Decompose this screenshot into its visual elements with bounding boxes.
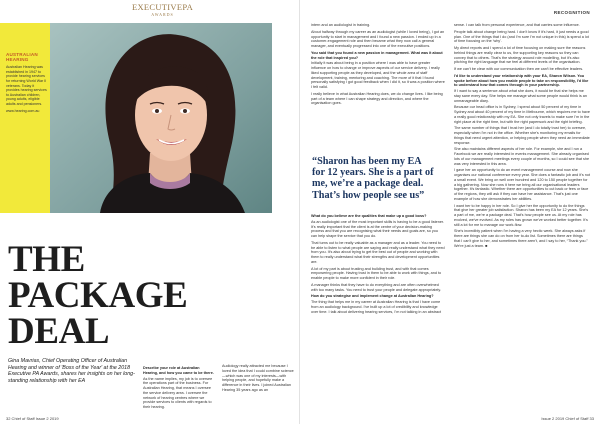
sidebar-website: www.hearing.com.au (6, 108, 40, 113)
headline-line-2: PACKAGE (8, 275, 188, 316)
body-paragraph: As an audiologist one of the most important skills is having to be a good listener. It's really important that the client is at the centre of your decision-making process and that you are recognising what their needs and goals are, so you can help shape the service that you do. (311, 219, 444, 238)
body-paragraph: I really believe in what Australian Hearing does, we do change lives. I like being part of a team where I can shape strategy and direction, and where the organisation goes. (311, 91, 443, 106)
body-paragraph: If I want to say a sentence about what she does, it would be that she helps me stay sane every day. She helps me manage what some people would think is an unmanageable diary. (454, 89, 587, 103)
headline-line-3: DEAL (8, 311, 110, 352)
body-paragraph: People talk about change being hard. I don't know if it's hard, it just needs a good plan. One of the things that I do (and I'm sure I'm not unique in this) is spend a lot of time focusing on the 'why'. (454, 29, 589, 44)
portrait-photo (50, 23, 272, 213)
body-paragraph: I gave her an opportunity to do an event management course and now she organises our national conference every year. She does a fantastic job and it's not a small event. We bring on well over hundred and 120 to 150 people together for a big gathering. Now she runs it here we bring all our organisational leaders together. It's fantastic. Whether there are opportunities to cut back or fees or face of the regions, they will ask if they can have her assistance. That's just one example of how she demonstrates her abilities. (454, 168, 591, 201)
body-paragraph: About halfway through my career as an audiologist (while I loved being), I got an opportunity to start in management and I found a new passion. I ended up in a customer-engagement role and then became what they now call a general manager, and eventually progressed into one of the executive positions. (311, 29, 445, 48)
masthead-subtitle: AWARDS (151, 12, 174, 17)
body-paragraph: Initially it was about being in a position where I was able to have greater influence on how to change or improve aspects of our service delivery. I really liked supporting people as they developed, and the whole area of staff development, training, mentoring and coaching. The more of it that I found personally satisfying I got good feedback when I did it, so it was a position where I felt valid. (311, 61, 445, 89)
page-footer-right: Issue 2 2019 Chief of Staff 33 (541, 416, 594, 421)
body-paragraph: sense. I can talk from personal experience, and that carries some influence. (454, 23, 580, 27)
right-column-1 (311, 23, 445, 108)
right-column-1-lower (311, 212, 445, 316)
body-paragraph: She also maintains different aspects of her role. For example, she and I run a Facebook we are really interested in events management. She already organised lots of our management meetings every couple of months, so I could see that she was very interested in this area. (454, 147, 590, 166)
left-column-1 (143, 364, 215, 412)
answer-paragraph: As the name implies, my job is to oversee the operations part of the business. For Australian Hearing, that means I oversee the service delivery area. I oversee the network of hearing centres where we provide services to clients with regards to their hearing. (143, 376, 213, 409)
pull-quote-line: That’s how people see us” (312, 189, 425, 201)
question-heading: You said that you found a new passion in management. What was it about the role that inspired you? (311, 50, 443, 60)
body-paragraph: The same number of things that I trust her (and I do totally trust her) to oversee, especially when I'm not in the office. Whether she's monitoring my emails for things that need urgent attention, or helping people when they need an immediate response. (454, 126, 590, 145)
sidebar-text: Australian Hearing was established in 1947 to provide hearing services for returning World War II veterans. Today it provides hearing services to Australian children, young adults, eligible adults and pensioners. (6, 65, 47, 106)
body-paragraph: My direct reports and I spend a lot of time focusing on making sure the reasons behind things are really clear to us, the supporting key reasons so they can convey that to others. That's the strategy around role modelling, but it's also pitching the right language that we feel at different levels of the organisation. (454, 46, 586, 65)
pull-quote (312, 156, 442, 201)
headline-line-1: THE (8, 239, 85, 280)
body-paragraph: She's incredibly patient when I'm having a very hectic week. She always asks if there are things she can do on from her to-do list. Sometimes there are things that I can't give to her, and sometimes there aren't, and I say to her, “Thank you.” We're just a team. ■ (454, 229, 588, 248)
standfirst: Gina Mavrias, Chief Operating Officer of Australian Hearing and winner of 'Boss of the Year' at the 2018 Executive PA Awards, shares her insights on her long-standing relationship with her EA (8, 358, 135, 384)
body-paragraph: If we can't be clear with our communication then we can't be effective leaders. (454, 67, 584, 71)
question-heading: How do you strategise and implement change at Australian Hearing? (311, 294, 434, 299)
page-footer-left: 32 Chief of Staff Issue 2 2019 (6, 416, 59, 421)
pull-quote-line: for 12 years. She is a part of (312, 167, 434, 179)
company-sidebar (6, 53, 48, 115)
pull-quote-line: “Sharon has been my EA (312, 156, 422, 167)
body-paragraph: That turns out to be really valuable as a manager and as a leader. You need to be able to listen to what people are saying and really understand what they need from you. It's also about trying to get the best out of people and working with them to really understand what their strengths and development opportunities are. (311, 240, 445, 264)
body-paragraph: A lot of my part is about trusting and building trust, and with that comes empowering people. Having trust in them to be able to work with things, and to enable people to make more confident in their role. (311, 266, 442, 280)
body-paragraph: A manager thinks that they have to do everything and are often overwhelmed with too many tasks. You need to trust your people and delegate appropriately. (311, 282, 442, 292)
body-paragraph: The thing that helps me in my career at Australian Hearing is that I have come from an audiology background. I've built up a lot of credibility and knowledge over time. I talk about delivering hearing services, I’m not talking in an abstract (311, 300, 442, 314)
body-paragraph: intern and an audiologist in training. (311, 23, 371, 27)
question-heading: I'd like to understand your relationship with your EA, Sharon Wilson. You spoke before about how you enable people to take on responsibility, I'd like to understand how that comes through in your partnership. (454, 73, 589, 88)
answer-paragraph: Audiology really attracted me because I loved the idea that I could combine science—which was one of my interests—with helping people, and hopefully make a difference in their lives. I joined Australian Hearing 35 years ago as an (222, 364, 294, 392)
sidebar-heading-1: AUSTRALIAN (6, 52, 38, 57)
body-paragraph: Because our head office is in Sydney, I spend about 50 percent of my time in Sydney and about 40 percent of my time in Melbourne, which requires me to have a really good relationship with my EA. She not only travels to make sure I'm in the right place at the right time, but with the right paperwork and the right briefing. (454, 105, 590, 124)
pull-quote-line: me, we’re a package deal. (312, 178, 424, 190)
left-column-2 (222, 364, 294, 395)
sidebar-heading-2: HEARING (6, 56, 29, 62)
masthead-title: EXECUTIVEPA (131, 2, 194, 12)
body-paragraph: I want her to be happy in her role. So I give her the opportunity to do the things that give her greater job satisfaction. Sharon has been my EA for 12 years. She's a part of me, we're a package deal. That's how people see us. At my role has evolved, we've evolved. As my roles has grown we've worked better together. It's still a lot for me to manage our work-flow. (454, 203, 589, 227)
article-headline (8, 239, 188, 352)
masthead-logo (130, 3, 195, 17)
section-label: RECOGNITION (553, 10, 590, 15)
question-heading: What do you believe are the qualities that make up a good boss? (311, 214, 427, 218)
right-page (300, 0, 600, 424)
question-role: Describe your role at Australian Hearing, and how you came to be there. (143, 366, 214, 375)
right-column-2 (454, 23, 590, 250)
